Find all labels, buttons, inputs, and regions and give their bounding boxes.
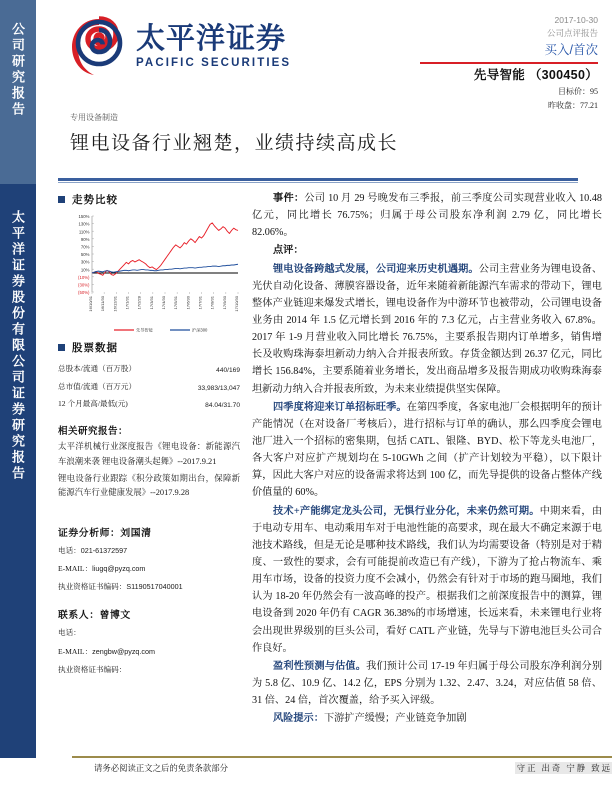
page-title: 锂电设备行业翘楚，业绩持续高成长	[70, 133, 399, 154]
table-row	[58, 377, 240, 394]
last-close-value: 77.21	[580, 100, 598, 110]
price-performance-chart	[62, 212, 242, 338]
contact-block	[58, 607, 240, 675]
target-price-row	[420, 85, 598, 99]
chart-x-tick: 17/3/31	[148, 296, 154, 310]
section-text: 我们预计公司 17-19 年归属于母公司股东净利润分别为 5.8 亿、10.9 亿、14.2 亿，EPS 分别为 1.32、2.47、3.24，对应估值 58 倍、31 倍、24 倍，首次覆盖，给予买入评级。	[252, 660, 603, 707]
chart-x-tick: 17/2/28	[136, 296, 142, 310]
pacific-securities-logo-icon	[68, 16, 130, 78]
analyst-cert-value: S1190517040001	[126, 582, 183, 592]
brand-name-en: PACIFIC SECURITIES	[136, 56, 292, 69]
section-lead: 四季度将迎来订单招标旺季。	[273, 401, 407, 413]
chart-y-tick: 110%	[78, 229, 90, 235]
table-row	[58, 360, 240, 377]
body-section	[252, 658, 602, 709]
chart-x-tick: 17/4/30	[161, 296, 166, 310]
sidebar-top-label: 公司研究报告	[10, 22, 25, 118]
stock-data-value: 84.04/31.70	[205, 401, 240, 409]
left-column	[58, 192, 240, 682]
stock-data-title: 股票数据	[72, 343, 118, 354]
chart-x-tick: 17/6/30	[185, 296, 191, 310]
chart-y-tick: (30%)	[78, 282, 90, 288]
stock-data-label: 总市值/流通（百万元）	[58, 381, 137, 391]
comment-label: 点评：	[273, 245, 304, 257]
body-section	[252, 503, 602, 657]
title-divider-thin	[58, 182, 578, 183]
chart-x-tick: 17/1/31	[124, 296, 130, 310]
report-header	[36, 0, 612, 136]
last-close-label: 昨收盘：	[548, 100, 580, 110]
stock-data-value: 440/169	[216, 367, 240, 375]
chart-x-tick: 16/12/31	[112, 296, 118, 312]
table-row	[58, 395, 240, 412]
chart-y-tick: 150%	[78, 214, 90, 220]
contact-phone-label: 电话：	[58, 628, 81, 638]
chart-legend-label: 先导智能	[136, 327, 153, 333]
analyst-phone	[58, 545, 240, 557]
report-meta	[420, 14, 598, 112]
right-column	[252, 190, 602, 728]
section-lead: 锂电设备跨越式发展，公司迎来历史机遇期。	[273, 263, 479, 275]
sidebar-footer-gap	[0, 758, 36, 792]
industry-label: 专用设备制造	[70, 113, 118, 122]
chart-y-tick: 50%	[80, 252, 90, 258]
stock-data-table	[58, 360, 240, 412]
stock-data-value: 33,983/13,047	[197, 384, 240, 392]
body-section	[252, 261, 602, 398]
event-label: 事件：	[273, 193, 305, 204]
page-footer	[94, 762, 612, 774]
sidebar-bottom-label: 太平洋证券股份有限公司证券研究报告	[10, 210, 25, 482]
analyst-heading: 证券分析师：刘国清	[58, 527, 152, 539]
event-text: 公司 10 月 29 号晚发布三季报，前三季度公司实现营业收入 10.48 亿元，同比增长 76.75%；归属于母公司股东净利润 2.79 亿，同比增长 82.06%。	[252, 193, 603, 239]
analyst-block	[58, 525, 240, 593]
target-price-value: 95	[590, 86, 598, 96]
left-sidebar	[0, 0, 36, 792]
chart-y-tick: 90%	[80, 236, 90, 242]
chart-x-tick: 17/7/31	[197, 296, 203, 310]
chart-y-tick: 70%	[80, 244, 90, 250]
chart-panel-title: 走势比较	[72, 195, 118, 206]
contact-phone	[58, 627, 240, 639]
footer-divider	[72, 756, 612, 758]
square-bullet-icon	[58, 196, 65, 203]
chart-x-tick: 17/8/31	[209, 296, 215, 310]
target-price-label: 目标价：	[558, 86, 590, 96]
analyst-email-value: liugq@pyzq.com	[92, 564, 146, 574]
contact-cert	[58, 664, 240, 676]
rating-badge: 买入/首次	[544, 43, 598, 58]
chart-x-tick: 16/10/31	[88, 296, 93, 312]
chart-legend-label: 沪深300	[192, 327, 208, 333]
report-date: 2017-10-30	[554, 15, 598, 25]
square-bullet-icon	[58, 344, 65, 351]
brand-wordmark	[136, 22, 292, 70]
stock-data-label: 12 个月最高/最低(元)	[58, 398, 128, 408]
section-text: 公司主营业务为锂电设备、光伏自动化设备、薄膜容器设备，近年来随着新能源汽车需求的带动下，锂电整体产业链迎来爆发式增长，锂电设备作为中游环节也被带动，公司锂电设备业务由 2014 年 1.5 亿元增长到 2016 年的 7.3 亿元，占主营业务收入 67.8%。2017 年 1-9 月营业收入同比增长 76.75%，主要系报告期内订单增多，销售增长及收购珠海泰坦新动力纳入合并报表所致。存货金额达到 26.37 亿元，同比增长 156.84%，主要系随着业务增长，发出商品增多及报告期成功收购珠海泰坦新动力纳入合并报表所致，为未来业绩提供坚实保障。	[252, 263, 603, 395]
analyst-email-label: E-MAIL：	[58, 564, 93, 574]
related-research-heading: 相关研究报告：	[58, 427, 129, 438]
chart-series-line	[92, 223, 238, 275]
meta-divider	[420, 62, 598, 64]
contact-email[interactable]	[58, 646, 240, 658]
brand-name-cn: 太平洋证券	[136, 22, 287, 55]
event-paragraph	[252, 190, 602, 241]
contact-email-value: zengbw@pyzq.com	[92, 646, 155, 656]
chart-y-tick: 130%	[78, 221, 90, 227]
risk-paragraph	[252, 710, 602, 727]
related-research-item: 太平洋机械行业深度报告《锂电设备：新能源汽车浪潮来袭 锂电设备潮头起舞》--2017.9.21	[58, 442, 240, 466]
chart-x-tick: 16/11/30	[100, 296, 106, 312]
chart-x-tick: 17/9/30	[221, 296, 227, 310]
analyst-phone-value: 021-61372597	[80, 545, 128, 555]
chart-y-tick: (50%)	[78, 290, 90, 296]
report-type: 公司点评报告	[546, 28, 598, 39]
footer-slogan: 守正 出奇 宁静 致远	[516, 764, 612, 773]
chart-y-tick: 30%	[80, 259, 90, 265]
chart-x-tick: 17/10/30	[234, 296, 239, 312]
related-research-item: 锂电设备行业跟踪《积分政策如期出台，保障新能源汽车行业健康发展》--2017.9.28	[58, 474, 240, 498]
chart-y-tick: 10%	[80, 267, 90, 273]
title-divider	[58, 178, 578, 181]
analyst-email[interactable]	[58, 563, 240, 575]
analyst-phone-label: 电话：	[58, 545, 81, 555]
risk-text: 下游扩产缓慢；产业链竞争加剧	[323, 713, 467, 725]
analyst-cert-label: 执业资格证书编码：	[58, 582, 127, 592]
contact-cert-label: 执业资格证书编码：	[58, 664, 127, 674]
section-lead: 技术+产能绑定龙头公司，无惧行业分化，未来仍然可期。	[273, 505, 540, 517]
chart-series-line	[92, 264, 238, 273]
analyst-cert	[58, 581, 240, 593]
section-text: 中期来看，由于电动专用车、电动乘用车对于电池性能的高要求，现在最大不确定来源于电池技术路线，但是无论是哪种技术路线，我们认为均需要设备（特别是对于精度、一致性的要求，会有可能提前改造已有产线），下游为了抢占物流车、乘用车市场，设备的投资力度不会减小，仍然会有针对于市场的跑马圈地，我们认为 18-20 年仍然会有一波高峰的投产。根据我们之前深度报告中的测算，锂电设备到 2020 年仍有 CAGR 36.38%的市场增速，长远来看，未来锂电行业将会出现世界级别的巨头公司，看好 CATL 产业链，先导与下游电池巨头公司合作良好。	[252, 505, 603, 654]
section-text: 在第四季度，各家电池厂会根据明年的预计产能情况（在对设备厂考核后），进行招标与订单的确认，那么四季度会锂电池厂进入一个招标的密集期，包括 CATL、银隆、BYD、松下等龙头电池厂，各大客户对应扩产规划均在 5-10GWh 之间（扩产计划较为平稳），以下限计算，因此大客户对应的设备需求将达到 100 亿，而先导提供的设备占整体产线价值量的 60%。	[252, 401, 603, 499]
comment-label-paragraph	[252, 242, 602, 259]
contact-email-label: E-MAIL：	[58, 646, 93, 656]
risk-label: 风险提示：	[273, 713, 324, 725]
brand-logo	[68, 16, 291, 78]
stock-data-label: 总股本/流通（百万股）	[58, 364, 137, 374]
last-close-row	[420, 99, 598, 113]
chart-x-tick: 17/5/31	[173, 296, 179, 310]
section-lead: 盈利性预测与估值。	[273, 660, 367, 672]
stock-data-header	[58, 340, 240, 355]
chart-panel-header	[58, 192, 240, 207]
page-content	[36, 0, 612, 792]
body-section	[252, 399, 602, 502]
chart-y-tick: (10%)	[78, 274, 90, 280]
stock-name: 先导智能 （300450）	[473, 68, 598, 83]
footer-disclaimer: 请务必阅读正文之后的免责条款部分	[94, 764, 228, 773]
contact-heading: 联系人：曾博文	[58, 610, 131, 622]
